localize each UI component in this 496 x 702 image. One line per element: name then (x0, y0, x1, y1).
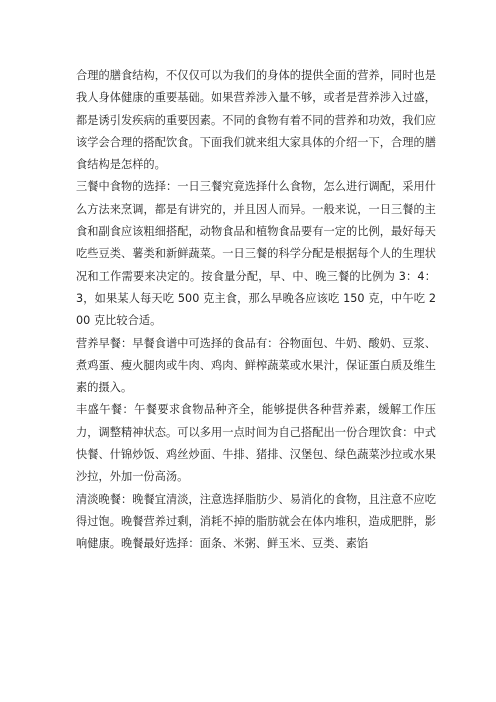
paragraph-dinner: 清淡晚餐：晚餐宜清淡，注意选择脂肪少、易消化的食物，且注意不应吃得过饱。晚餐营养过剩，消耗不掉的脂肪就会在体内堆积，造成肥胖，影响健康。晚餐最好选择：面条、米粥、鲜玉米、豆类、素馅 (76, 492, 436, 551)
document-body (76, 65, 436, 556)
paragraph-intro: 合理的膳食结构，不仅仅可以为我们的身体的提供全面的营养，同时也是我人身体健康的重要基础。如果营养涉入量不够，或者是营养涉入过盛，都是诱引发疾病的重要因素。不同的食物有着不同的营养和功效，我们应该学会合理的搭配饮食。下面我们就来组大家具体的介绍一下，合理的膳食结构是怎样的。 (76, 69, 436, 172)
paragraph-lunch: 丰盛午餐：午餐要求食物品种齐全，能够提供各种营养素，缓解工作压力，调整精神状态。可以多用一点时间为自己搭配出一份合理饮食：中式快餐、什锦炒饭、鸡丝炒面、牛排、猪排、汉堡包、绿色蔬菜沙拉或水果沙拉，外加一份高汤。 (76, 403, 436, 484)
paragraph-breakfast: 营养早餐：早餐食谱中可选择的食品有：谷物面包、牛奶、酸奶、豆浆、煮鸡蛋、瘦火腿肉或牛肉、鸡肉、鲜榨蔬菜或水果汁，保证蛋白质及维生素的摄入。 (76, 336, 436, 395)
paragraph-meal-selection: 三餐中食物的选择：一日三餐究竟选择什么食物，怎么进行调配，采用什么方法来烹调，都是有讲究的，并且因人而异。一般来说，一日三餐的主食和副食应该粗细搭配，动物食品和植物食品要有一定的比例，最好每天吃些豆类、薯类和新鲜蔬菜。一日三餐的科学分配是根据每个人的生理状况和工作需要来决定的。按食量分配，早、中、晚三餐的比例为 3：4：3，如果某人每天吃 500 克主食，那么早晚各应该吃 150 克，中午吃 200 克比较合适。 (76, 180, 436, 328)
